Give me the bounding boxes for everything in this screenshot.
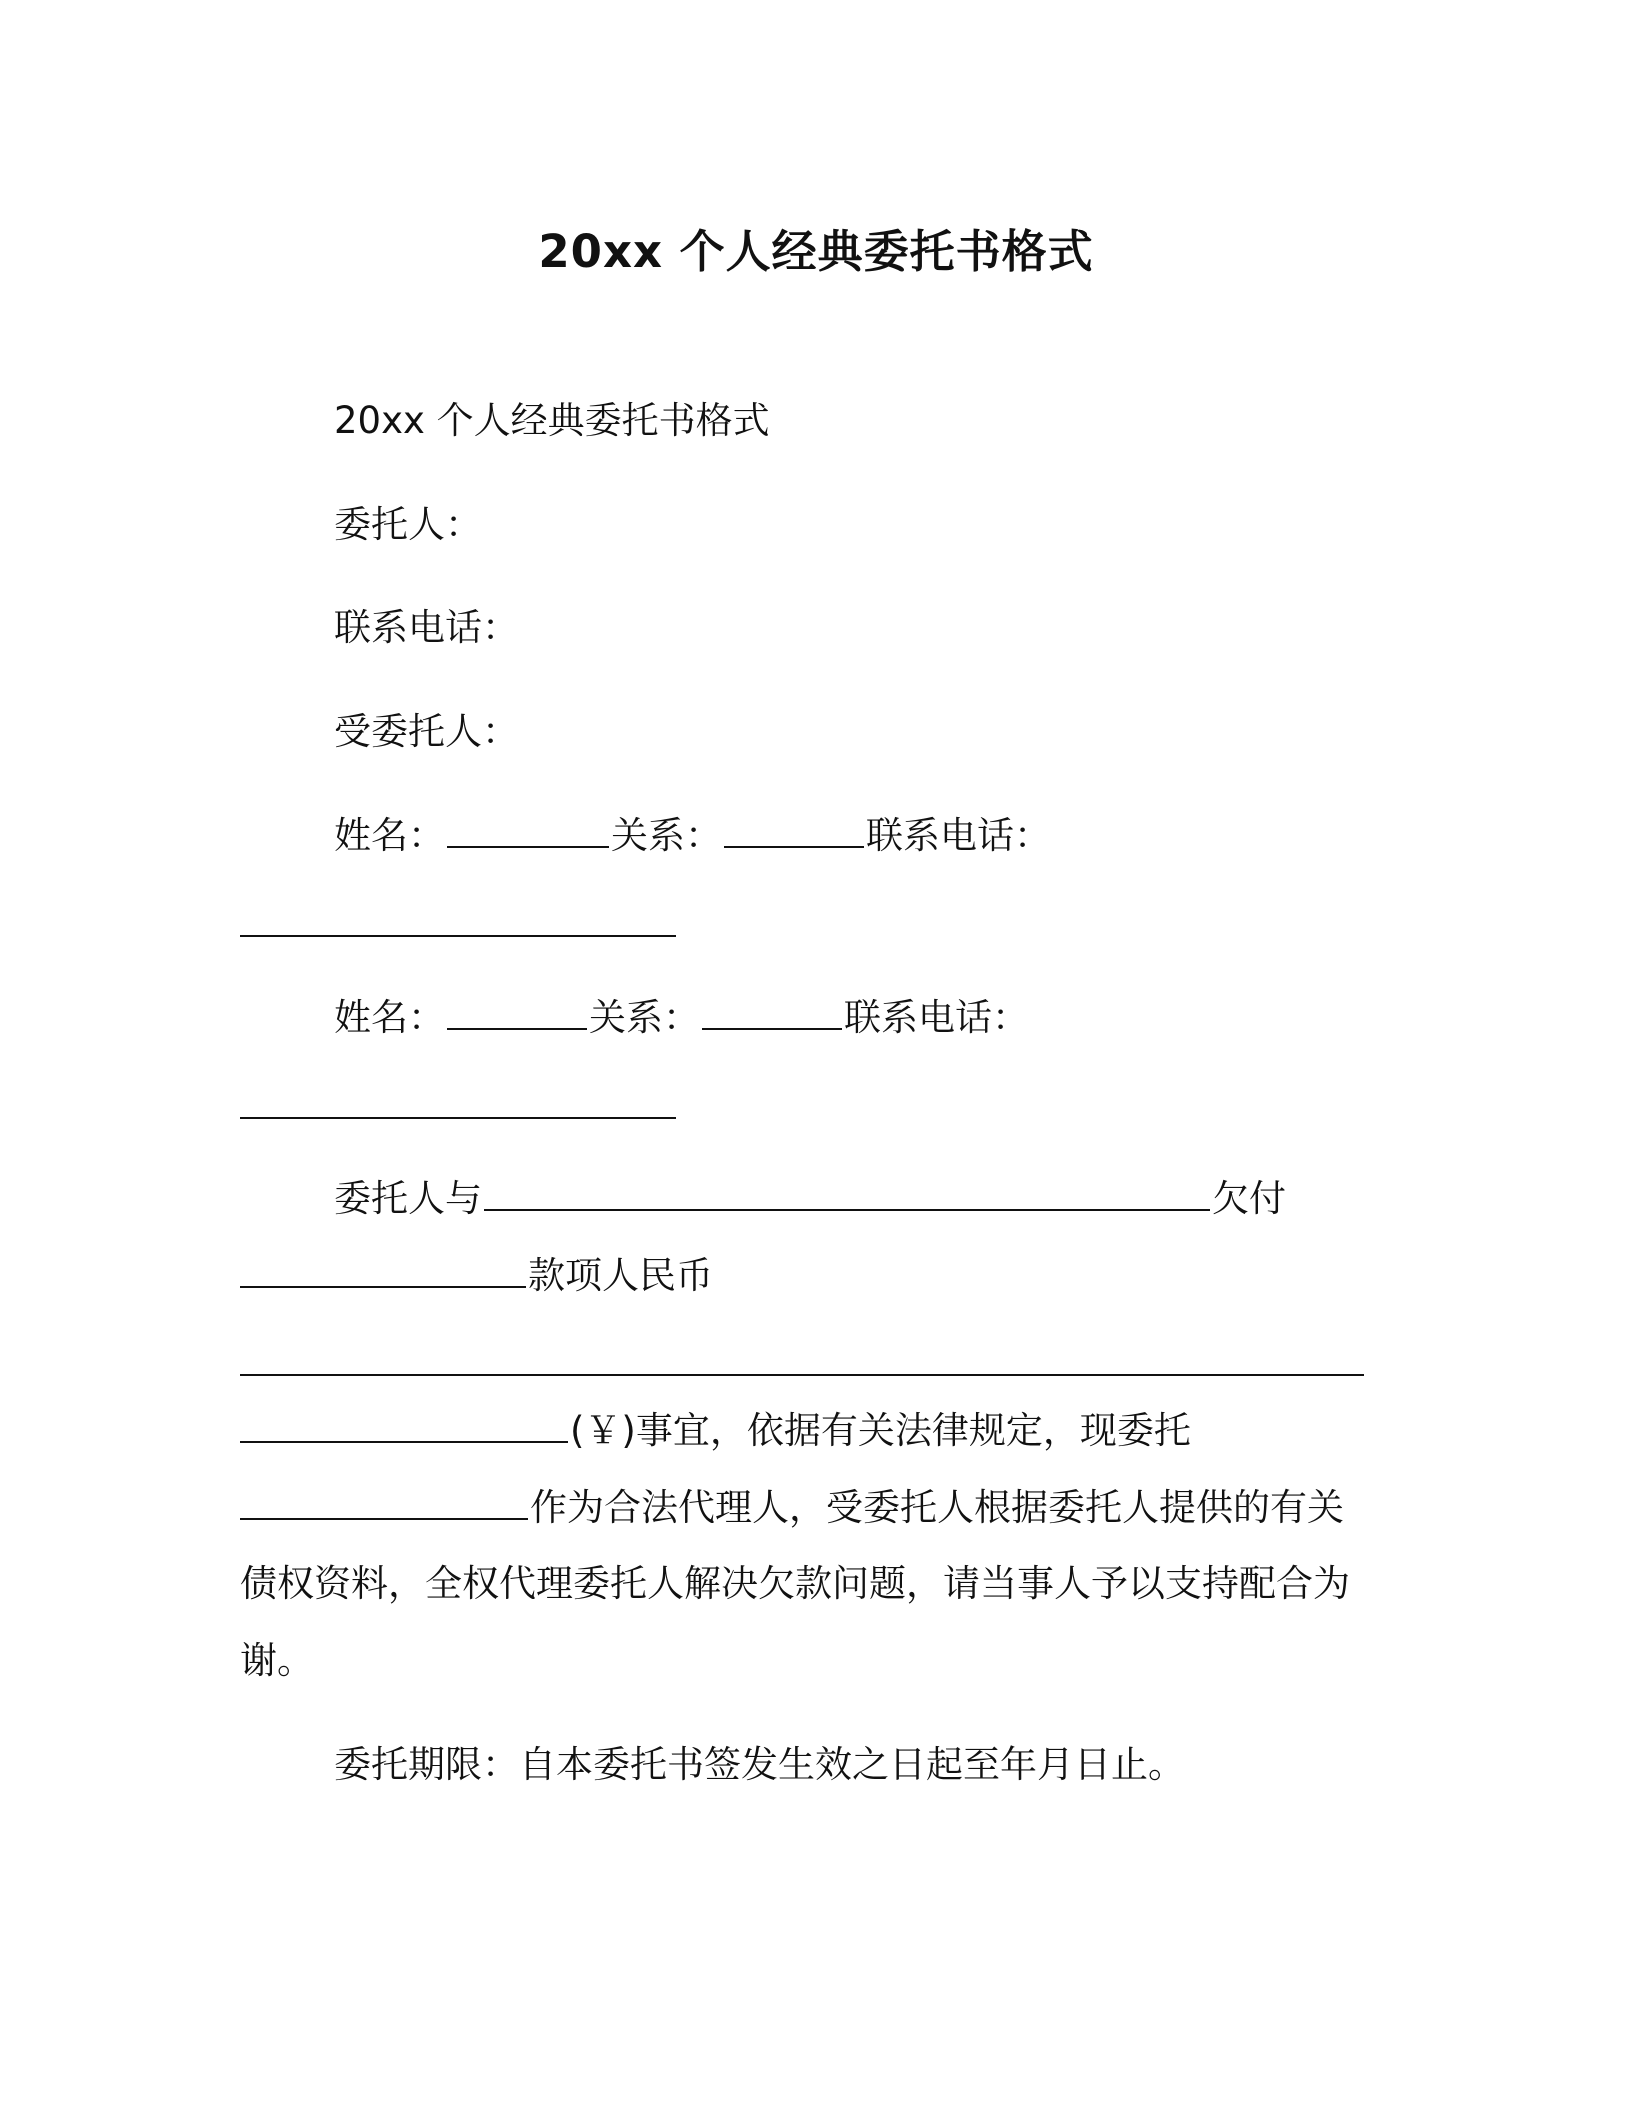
body-line-3	[240, 1405, 1191, 1456]
amount-type-blank[interactable]	[240, 1250, 526, 1288]
name-label: 姓名：	[334, 814, 445, 857]
agent-row-2	[334, 992, 1029, 1043]
body-line-6: 谢。	[240, 1639, 314, 1682]
body-currency-text: (￥)事宜，依据有关法律规定，现委托	[570, 1409, 1191, 1452]
phone-blank-row-2[interactable]	[240, 1117, 676, 1119]
agent-label: 受委托人：	[334, 710, 519, 753]
body-debt-text: 欠付	[1212, 1177, 1286, 1220]
amount-blank-full[interactable]	[240, 1374, 1364, 1376]
body-line-5: 债权资料，全权代理委托人解决欠款问题，请当事人予以支持配合为	[240, 1562, 1350, 1605]
agent-row-1	[334, 810, 1051, 861]
name-blank[interactable]	[447, 992, 587, 1030]
relation-label: 关系：	[589, 996, 700, 1039]
term-line: 委托期限：自本委托书签发生效之日起至年月日止。	[334, 1743, 1185, 1786]
amount-blank[interactable]	[240, 1405, 568, 1443]
body-line-2	[240, 1250, 713, 1301]
relation-label: 关系：	[611, 814, 722, 857]
relation-blank[interactable]	[702, 992, 842, 1030]
debtor-blank[interactable]	[484, 1173, 1210, 1211]
body-agent-text: 作为合法代理人，受委托人根据委托人提供的有关	[530, 1486, 1344, 1529]
document-subtitle: 20xx 个人经典委托书格式	[334, 399, 770, 442]
name-label: 姓名：	[334, 996, 445, 1039]
document-title: 20xx 个人经典委托书格式	[538, 225, 1094, 278]
principal-label: 委托人：	[334, 503, 482, 546]
body-line-1	[334, 1173, 1286, 1224]
name-blank[interactable]	[447, 810, 609, 848]
principal-phone-label: 联系电话：	[334, 606, 519, 649]
phone-label: 联系电话：	[844, 996, 1029, 1039]
phone-blank-row-1[interactable]	[240, 935, 676, 937]
body-line-4	[240, 1482, 1344, 1533]
agent-name-blank[interactable]	[240, 1482, 528, 1520]
phone-label: 联系电话：	[866, 814, 1051, 857]
relation-blank[interactable]	[724, 810, 864, 848]
body-amount-text: 款项人民币	[528, 1254, 713, 1297]
body-principal-text: 委托人与	[334, 1177, 482, 1220]
